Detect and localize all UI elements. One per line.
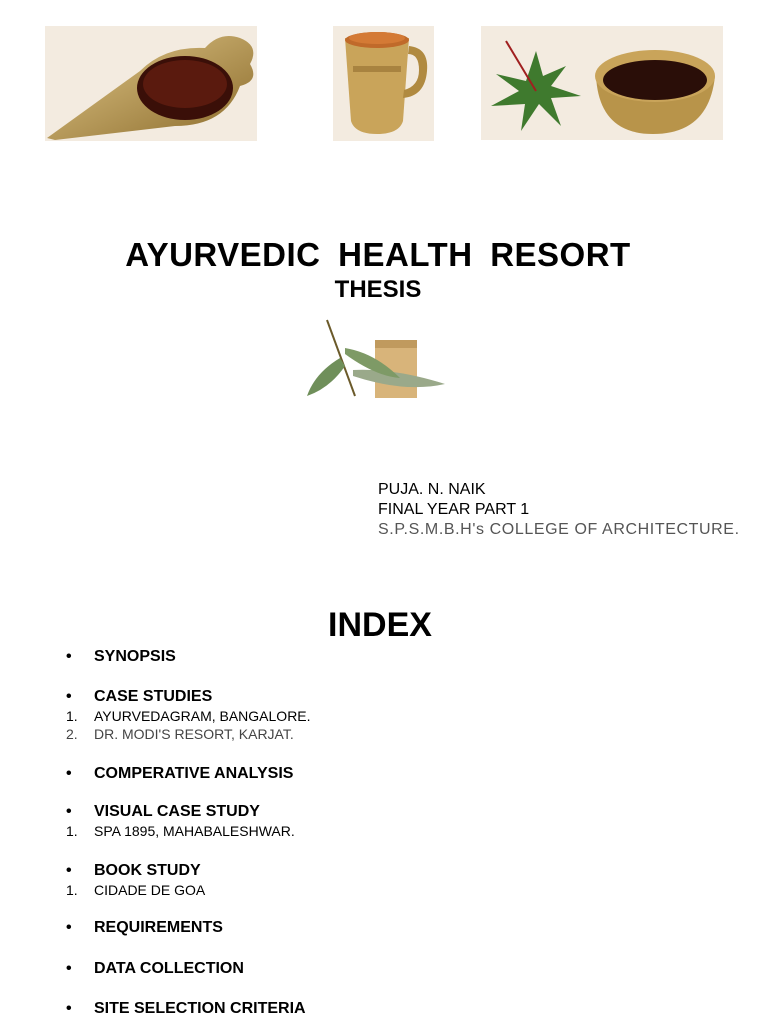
sub-number: 1.: [66, 708, 78, 724]
index-subitem-label: DR. MODI'S RESORT, KARJAT.: [94, 726, 294, 742]
bullet-marker: •: [66, 765, 72, 782]
index-item-data-collection: [66, 960, 244, 978]
index-item-site-selection-criteria: [66, 1000, 306, 1018]
sub-number: 1.: [66, 882, 78, 898]
index-item-synopsis: [66, 648, 176, 666]
bullet-marker: •: [66, 648, 72, 665]
sub-number: 2.: [66, 726, 78, 742]
index-subitem: [66, 882, 205, 898]
index-subitem: [66, 726, 294, 742]
index-item-label: SYNOPSIS: [94, 648, 176, 665]
index-item-label: CASE STUDIES: [94, 688, 213, 705]
herb-sprig-icon: [305, 318, 453, 398]
bullet-marker: •: [66, 803, 72, 820]
index-item-label: SITE SELECTION CRITERIA: [94, 1000, 306, 1017]
brass-cup-icon: [333, 26, 434, 141]
bullet-marker: •: [66, 960, 72, 977]
index-item-book-study: [66, 862, 201, 880]
document-subtitle: THESIS: [334, 276, 422, 303]
index-subitem-label: SPA 1895, MAHABALESHWAR.: [94, 823, 295, 839]
index-item-label: COMPERATIVE ANALYSIS: [94, 765, 294, 782]
author-college: S.P.S.M.B.H's COLLEGE OF ARCHITECTURE.: [378, 521, 740, 538]
index-item-label: VISUAL CASE STUDY: [94, 803, 260, 820]
document-title: AYURVEDIC HEALTH RESORT: [125, 236, 631, 273]
index-item-case-studies: [66, 688, 212, 706]
index-heading: INDEX: [328, 606, 432, 644]
brass-oil-lamp-icon: [45, 26, 257, 141]
herb-sprig-image: [305, 318, 453, 398]
author-year: FINAL YEAR PART 1: [378, 501, 530, 518]
index-subitem: [66, 708, 311, 724]
index-subitem: [66, 823, 295, 839]
bullet-marker: •: [66, 919, 72, 936]
leaf-bowl-icon: [481, 26, 723, 140]
author-name: PUJA. N. NAIK: [378, 481, 486, 498]
index-item-label: BOOK STUDY: [94, 862, 201, 879]
index-subitem-label: CIDADE DE GOA: [94, 882, 206, 898]
bullet-marker: •: [66, 862, 72, 879]
leaf-and-brass-bowl-image: [481, 26, 723, 140]
index-item-label: REQUIREMENTS: [94, 919, 223, 936]
sub-number: 1.: [66, 823, 78, 839]
brass-oil-lamp-image: [45, 26, 257, 141]
index-item-requirements: [66, 919, 223, 937]
bullet-marker: •: [66, 688, 72, 705]
index-item-comperative-analysis: [66, 765, 293, 783]
bullet-marker: •: [66, 1000, 72, 1017]
index-subitem-label: AYURVEDAGRAM, BANGALORE.: [94, 708, 311, 724]
brass-powder-cup-image: [333, 26, 434, 141]
index-item-label: DATA COLLECTION: [94, 960, 244, 977]
index-item-visual-case-study: [66, 803, 260, 821]
